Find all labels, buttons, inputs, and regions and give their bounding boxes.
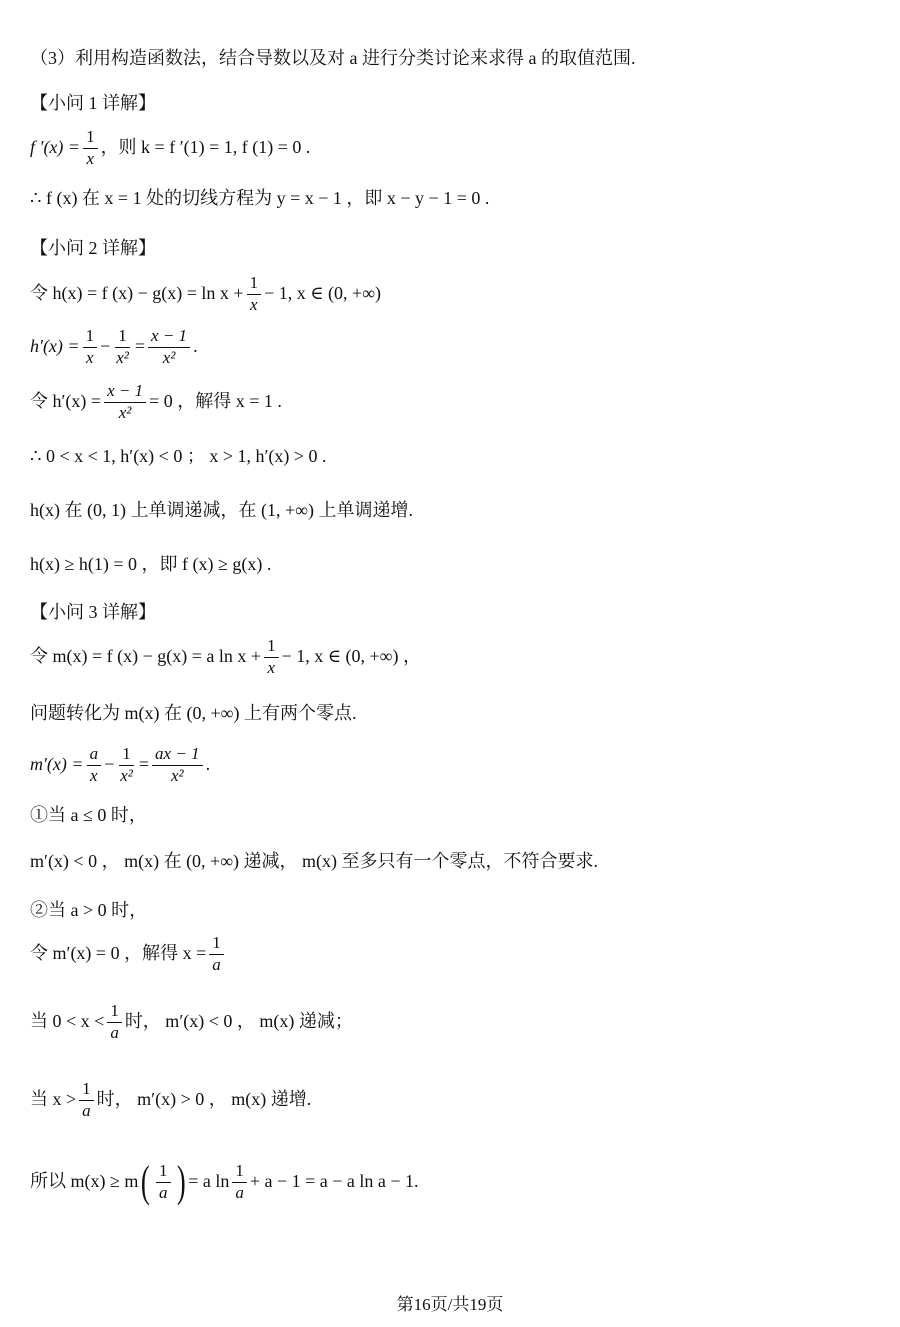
section-heading: 【小问 1 详解】	[30, 93, 156, 113]
text-line: 问题转化为 m(x) 在 (0, +∞) 上有两个零点.	[30, 703, 357, 723]
formula-line: 当 x > $\frac{1}{a}$ 时， m′(x) > 0 ， m(x) 递增.	[30, 1079, 312, 1120]
fraction: $\frac{1}{a}$	[107, 1002, 122, 1042]
parenthesized-fraction: ( $\frac{1}{a}$ )	[141, 1157, 186, 1206]
text-line: ∴ f (x) 在 x = 1 处的切线方程为 y = x − 1 ，即 x − y − 1 = 0 .	[30, 188, 490, 208]
fraction: $\frac{1}{x}$	[264, 637, 279, 677]
section-heading: 【小问 2 详解】	[30, 238, 156, 258]
fraction: $\frac{1}{a}$	[209, 934, 224, 974]
text-line: m′(x) < 0 ， m(x) 在 (0, +∞) 递减， m(x) 至多只有一个零点，不符合要求.	[30, 851, 599, 871]
fraction: $\frac{x - 1}{\text{x²}}$	[148, 327, 190, 367]
page-number: 第16页/共19页	[396, 1295, 504, 1314]
formula-line: 令 m′(x) = 0 ，解得 x = $\frac{1}{a}$	[30, 934, 227, 974]
text-line: ∴ 0 < x < 1, h′(x) < 0 ； x > 1, h′(x) > 0 .	[30, 446, 327, 466]
formula-line: m′(x) = $\frac{a}{x}$ − $\frac{1}{\text{x²}}$ = $\frac{ax - 1}{\text{x²}}$ .	[30, 744, 211, 785]
formula-line: 令 h′(x) = $\frac{x - 1}{\text{x²}}$ = 0 ，解得 x = 1 .	[30, 381, 282, 422]
formula-line: 当 0 < x < $\frac{1}{a}$ 时， m′(x) < 0 ， m(x) 递减；	[30, 1001, 353, 1042]
fraction: $\frac{1}{a}$	[156, 1162, 171, 1202]
formula-line: f ′(x) = $\frac{1}{x}$ ，则 k = f ′(1) = 1, f (1) = 0 .	[30, 127, 311, 168]
text-line: ①当 a ≤ 0 时，	[30, 805, 147, 825]
formula-line: h′(x) = $\frac{1}{x}$ − $\frac{1}{\text{x²}}$ = $\frac{x - 1}{\text{x²}}$ .	[30, 326, 198, 367]
formula-line: 令 h(x) = f (x) − g(x) = ln x + $\frac{1}{x}$ − 1, x ∈ (0, +∞)	[30, 273, 382, 314]
formula-line: 令 m(x) = f (x) − g(x) = a ln x + $\frac{1}{x}$ − 1, x ∈ (0, +∞) ，	[30, 636, 422, 677]
fraction: $\frac{1}{\text{x²}}$	[120, 744, 133, 785]
section-heading: 【小问 3 详解】	[30, 602, 156, 622]
fraction: $\frac{1}{x}$	[83, 327, 98, 367]
text-line: h(x) ≥ h(1) = 0 ，即 f (x) ≥ g(x) .	[30, 554, 272, 574]
text-line: ②当 a > 0 时，	[30, 900, 148, 920]
fraction: $\frac{1}{\text{x²}}$	[116, 326, 129, 367]
fraction: $\frac{a}{x}$	[87, 745, 102, 785]
fraction: $\frac{1}{x}$	[83, 128, 98, 168]
text-line: （3）利用构造函数法，结合导数以及对 a 进行分类讨论来求得 a 的取值范围.	[30, 48, 636, 68]
fraction: $\frac{x - 1}{\text{x²}}$	[104, 382, 146, 422]
text-line: h(x) 在 (0, 1) 上单调递减，在 (1, +∞) 上单调递增.	[30, 500, 413, 520]
fraction: $\frac{ax - 1}{\text{x²}}$	[152, 745, 203, 785]
fraction: $\frac{1}{a}$	[79, 1080, 94, 1120]
fraction: $\frac{1}{a}$	[232, 1162, 247, 1202]
formula-line: 所以 m(x) ≥ m ( $\frac{1}{a}$ ) = a ln $\frac{1}{a}$ + a − 1 = a − a ln a − 1.	[30, 1157, 419, 1206]
fraction: $\frac{1}{x}$	[247, 274, 262, 314]
